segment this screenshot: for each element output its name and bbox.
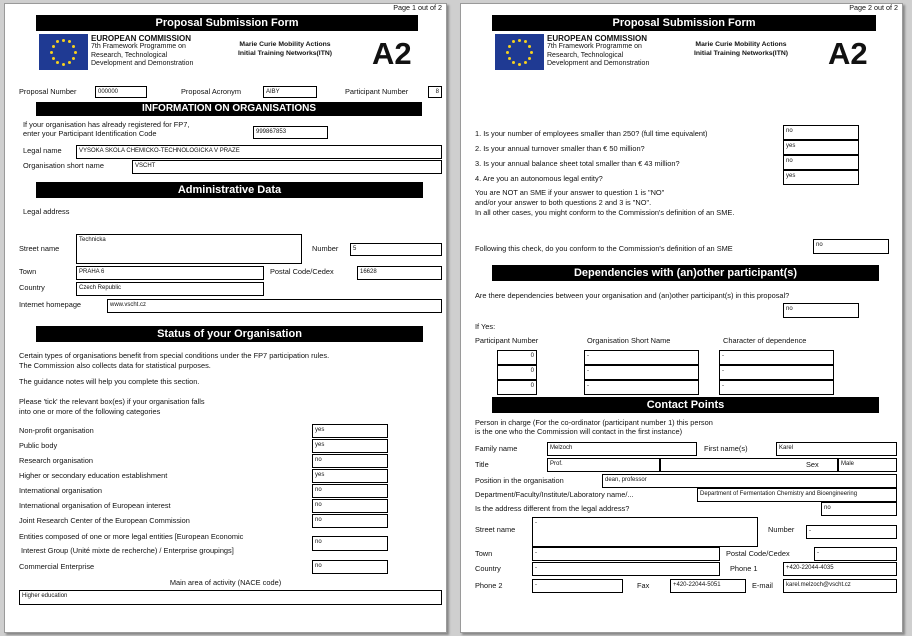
sme-question: 4. Are you an autonomous legal entity? <box>475 174 603 183</box>
sme-conform-label: Following this check, do you conform to the Commission's definition of an SME <box>475 244 733 253</box>
section-title-dependencies: Dependencies with (an)other participant(s) <box>492 265 879 281</box>
flag-star-icon <box>528 57 531 60</box>
contact-intro-line-1: Person in charge (For the co-ordinator (participant number 1) this person <box>475 418 713 427</box>
pic-label-line-1: If your organisation has already registered for FP7, <box>23 120 190 129</box>
contact-country-label: Country <box>475 564 501 573</box>
dep-row-character-field[interactable]: - <box>719 380 834 395</box>
dep-header-number: Participant Number <box>475 336 539 345</box>
programme-line-1: 7th Framework Programme on <box>91 43 186 50</box>
first-name-label: First name(s) <box>704 444 748 453</box>
legal-name-field[interactable]: VYSOKA SKOLA CHEMICKO-TECHNOLOGICKA V PRAZE <box>76 145 442 159</box>
eeig-value-field[interactable]: no <box>312 536 388 551</box>
programme-line-2: Research, Technological <box>547 51 624 59</box>
title-label: Title <box>475 460 489 469</box>
sme-question: 3. Is your annual balance sheet total smaller than € 43 million? <box>475 159 680 168</box>
pic-label-line-2: enter your Participant Identification Code <box>23 129 157 138</box>
action-line-1: Marie Curie Mobility Actions <box>239 41 331 48</box>
flag-star-icon <box>508 45 511 48</box>
contact-number-field[interactable]: - <box>806 525 897 539</box>
category-label: Non-profit organisation <box>19 426 94 435</box>
flag-star-icon <box>62 63 65 66</box>
position-field[interactable]: dean, professor <box>602 474 897 488</box>
proposal-number-field[interactable]: 000000 <box>95 86 147 98</box>
sex-field[interactable]: Male <box>838 458 897 472</box>
flag-star-icon <box>72 57 75 60</box>
legal-address-label: Legal address <box>23 207 70 216</box>
category-label: Joint Research Center of the European Commission <box>19 516 190 525</box>
homepage-label: Internet homepage <box>19 300 82 309</box>
postal-code-label: Postal Code/Cedex <box>270 267 334 276</box>
flag-star-icon <box>524 40 527 43</box>
category-value-field[interactable]: no <box>312 484 388 498</box>
contact-postal-label: Postal Code/Cedex <box>726 549 790 558</box>
phone2-label: Phone 2 <box>475 581 503 590</box>
contact-town-field[interactable]: - <box>532 547 720 561</box>
flag-star-icon <box>74 51 77 54</box>
commercial-value-field[interactable]: no <box>312 560 388 574</box>
contact-intro-line-2: is the one who the Commission will contact in the first instance) <box>475 427 683 436</box>
first-name-field[interactable]: Karel <box>776 442 897 456</box>
flag-star-icon <box>512 61 515 64</box>
category-label: International organisation of European interest <box>19 501 171 510</box>
programme-line-2: Research, Technological <box>91 51 168 59</box>
flag-star-icon <box>524 61 527 64</box>
street-name-label: Street name <box>19 244 60 253</box>
sme-question: 2. Is your annual turnover smaller than € 50 million? <box>475 144 645 153</box>
eeig-label-line-1: Entities composed of one or more legal entities [European Economic <box>19 532 244 541</box>
position-label: Position in the organisation <box>475 476 564 485</box>
dep-row-short-name-field[interactable]: - <box>584 365 699 380</box>
dep-row-number-field[interactable]: 0 <box>497 380 537 395</box>
contact-postal-field[interactable]: - <box>814 547 897 561</box>
flag-star-icon <box>68 40 71 43</box>
programme-line-1: 7th Framework Programme on <box>547 43 642 50</box>
programme-line-3: Development and Demonstration <box>91 60 194 67</box>
flag-star-icon <box>52 57 55 60</box>
category-value-field[interactable]: no <box>312 454 388 468</box>
dep-row-number-field[interactable]: 0 <box>497 365 537 380</box>
flag-star-icon <box>518 63 521 66</box>
flag-star-icon <box>518 39 521 42</box>
flag-star-icon <box>62 39 65 42</box>
phone2-field[interactable]: - <box>532 579 623 593</box>
contact-number-label: Number <box>768 525 795 534</box>
flag-star-icon <box>52 45 55 48</box>
form-page-1 <box>4 3 447 633</box>
street-name-field[interactable]: Technicka <box>76 234 302 264</box>
nace-label: Main area of activity (NACE code) <box>169 578 282 587</box>
proposal-acronym-label: Proposal Acronym <box>181 87 241 96</box>
sme-note-line-3: In all other cases, you might conform to the Commission's definition of an SME. <box>475 208 735 217</box>
street-number-field[interactable]: 5 <box>350 243 442 256</box>
eu-flag-icon <box>495 34 544 70</box>
sme-answer-field[interactable]: no <box>783 125 859 140</box>
email-field[interactable]: karel.melzoch@vscht.cz <box>783 579 897 593</box>
status-tick-line-2: into one or more of the following categories <box>19 407 161 416</box>
flag-star-icon <box>72 45 75 48</box>
dep-header-character: Character of dependence <box>723 336 807 345</box>
postal-code-field[interactable]: 16628 <box>357 266 442 280</box>
dep-header-short-name: Organisation Short Name <box>587 336 671 345</box>
flag-star-icon <box>508 57 511 60</box>
sme-note-line-2: and/or your answer to both questions 2 and 3 is "NO". <box>475 198 652 207</box>
page-number: Page 2 out of 2 <box>849 3 898 12</box>
town-field[interactable]: PRAHA 6 <box>76 266 264 280</box>
town-label: Town <box>19 267 37 276</box>
status-guidance: The guidance notes will help you complete this section. <box>19 377 200 386</box>
dependencies-question: Are there dependencies between your organisation and (an)other participant(s) in this proposal? <box>475 291 790 300</box>
fax-field[interactable]: +420-22044-5051 <box>670 579 746 593</box>
section-title-information: INFORMATION ON ORGANISATIONS <box>36 102 422 116</box>
family-name-label: Family name <box>475 444 518 453</box>
title-field[interactable]: Prof. <box>547 458 660 472</box>
phone1-label: Phone 1 <box>730 564 758 573</box>
contact-street-label: Street name <box>475 525 516 534</box>
flag-star-icon <box>506 51 509 54</box>
if-yes-label: If Yes: <box>475 322 496 331</box>
sme-answer-field[interactable]: yes <box>783 140 859 155</box>
short-name-label: Organisation short name <box>23 161 104 170</box>
flag-star-icon <box>50 51 53 54</box>
action-line-2: Initial Training Networks(ITN) <box>693 49 789 57</box>
section-title-contact: Contact Points <box>492 397 879 413</box>
department-field[interactable]: Department of Fermentation Chemistry and Bioengineering <box>697 488 897 502</box>
commercial-label: Commercial Enterprise <box>19 562 95 571</box>
family-name-field[interactable]: Melzoch <box>547 442 697 456</box>
flag-star-icon <box>56 40 59 43</box>
nace-field[interactable]: Higher education <box>19 590 442 605</box>
form-page-2 <box>460 3 903 633</box>
section-title-status: Status of your Organisation <box>36 326 423 342</box>
status-tick-line-1: Please 'tick' the relevant box(es) if your organisation falls <box>19 397 205 406</box>
eu-flag-icon <box>39 34 88 70</box>
flag-star-icon <box>528 45 531 48</box>
country-label: Country <box>19 283 45 292</box>
category-value-field[interactable]: no <box>312 499 388 513</box>
dep-row-short-name-field[interactable]: - <box>584 350 699 365</box>
category-value-field[interactable]: yes <box>312 469 388 483</box>
address-different-label: Is the address different from the legal address? <box>475 504 630 513</box>
category-value-field[interactable]: no <box>312 514 388 528</box>
category-label: International organisation <box>19 486 102 495</box>
status-intro-line-2: The Commission also collects data for statistical purposes. <box>19 361 211 370</box>
form-title: Proposal Submission Form <box>492 15 876 31</box>
street-number-label: Number <box>312 244 339 253</box>
section-title-admin: Administrative Data <box>36 182 423 198</box>
dependencies-answer-field[interactable]: no <box>783 303 859 318</box>
short-name-field[interactable]: VSCHT <box>132 160 442 174</box>
dep-row-number-field[interactable]: 0 <box>497 350 537 365</box>
proposal-number-label: Proposal Number <box>19 87 77 96</box>
contact-street-field[interactable]: - <box>532 517 758 547</box>
country-field[interactable]: Czech Republic <box>76 282 264 296</box>
flag-star-icon <box>68 61 71 64</box>
form-code: A2 <box>372 36 412 71</box>
contact-country-field[interactable]: - <box>532 562 720 576</box>
pic-field[interactable]: 999867853 <box>253 126 328 139</box>
sme-conform-field[interactable]: no <box>813 239 889 254</box>
category-label: Research organisation <box>19 456 93 465</box>
phone1-field[interactable]: +420-22044-4035 <box>783 562 897 576</box>
status-intro-line-1: Certain types of organisations benefit from special conditions under the FP7 participation rules. <box>19 351 330 360</box>
sme-note-line-1: You are NOT an SME if your answer to question 1 is "NO" <box>475 188 665 197</box>
action-line-1: Marie Curie Mobility Actions <box>695 41 787 48</box>
dep-row-character-field[interactable]: - <box>719 350 834 365</box>
participant-number-label: Participant Number <box>345 87 409 96</box>
contact-town-label: Town <box>475 549 493 558</box>
dep-row-character-field[interactable]: - <box>719 365 834 380</box>
participant-number-field[interactable]: 8 <box>428 86 442 98</box>
sme-answer-field[interactable]: yes <box>783 170 859 185</box>
flag-star-icon <box>530 51 533 54</box>
flag-star-icon <box>512 40 515 43</box>
legal-name-label: Legal name <box>23 146 62 155</box>
form-title: Proposal Submission Form <box>36 15 418 31</box>
commission-name: EUROPEAN COMMISSION <box>547 34 648 43</box>
action-line-2: Initial Training Networks(ITN) <box>237 49 333 57</box>
category-label: Public body <box>19 441 58 450</box>
fax-label: Fax <box>637 581 650 590</box>
commission-name: EUROPEAN COMMISSION <box>91 34 192 43</box>
page-number: Page 1 out of 2 <box>393 3 442 12</box>
department-label: Department/Faculty/Institute/Laboratory name/... <box>475 490 634 499</box>
dep-row-short-name-field[interactable]: - <box>584 380 699 395</box>
sme-answer-field[interactable]: no <box>783 155 859 170</box>
homepage-field[interactable]: www.vscht.cz <box>107 299 442 313</box>
category-value-field[interactable]: yes <box>312 424 388 438</box>
category-label: Higher or secondary education establishment <box>19 471 168 480</box>
programme-line-3: Development and Demonstration <box>547 60 650 67</box>
address-different-field[interactable]: no <box>821 502 897 516</box>
sex-label: Sex <box>806 460 819 469</box>
form-code: A2 <box>828 36 868 71</box>
sme-question: 1. Is your number of employees smaller than 250? (full time equivalent) <box>475 129 708 138</box>
proposal-acronym-field[interactable]: AIBY <box>263 86 317 98</box>
category-value-field[interactable]: yes <box>312 439 388 453</box>
eeig-label-line-2: Interest Group (Unité mixte de recherche) / Enterprise groupings] <box>21 546 234 555</box>
flag-star-icon <box>56 61 59 64</box>
email-label: E-mail <box>752 581 773 590</box>
